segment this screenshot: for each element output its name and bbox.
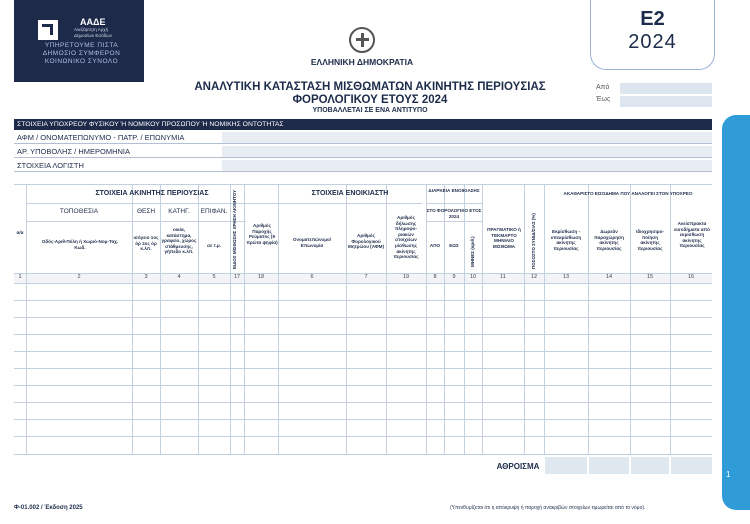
col-aa: α/α [16, 230, 24, 235]
col-to: ΕΩΣ [449, 243, 459, 248]
col-use-type: ΕΙΔΟΣ ΜΙΣΘΩΣΗΣ ΧΡΗΣΗ ΑΚΙΝΗΤΟΥ [232, 189, 237, 269]
form-year: 2024 [628, 31, 677, 53]
col-income-16: Ανείσπρακτα εισοδήματα από εκμίσθωση ακίνητης περιουσίας [674, 221, 710, 249]
aade-logo [14, 0, 144, 82]
sub-in-year: ΣΤΟ ΦΟΡΟΛΟΓΙΚΟ ΕΤΟΣ 2024 [426, 208, 482, 219]
properties-table [14, 184, 712, 454]
col-months: ΜΗΝΕΣ (αριθ.) [470, 236, 475, 267]
taxpayer-section-title: ΣΤΟΙΧΕΙΑ ΥΠΟΧΡΕΟΥ ΦΥΣΙΚΟΥ Ή ΝΟΜΙΚΟΥ ΠΡΟΣΩΠΟΥ Ή ΝΟΜΙΚΗΣ ΟΝΤΟΤΗΤΑΣ [14, 119, 712, 130]
coat-of-arms-icon [349, 27, 375, 53]
col-number: 6 [310, 274, 314, 280]
col-number: 13 [562, 274, 570, 280]
col-floor: ισόγειο 1ος όρ 2ος όρ κ.λπ. [133, 235, 159, 252]
taxpayer-row-submission [14, 145, 712, 158]
sum-cell-16[interactable] [671, 457, 712, 474]
sum-cell-13[interactable] [545, 457, 587, 474]
sub-area: ΕΠΙΦΑΝ. [200, 208, 228, 215]
sum-cell-14[interactable] [589, 457, 629, 474]
sub-position: ΘΕΣΗ [136, 208, 156, 215]
col-number: 2 [77, 274, 81, 280]
col-number: 14 [605, 274, 613, 280]
legal-note: (Υπενθυμίζεται ότι η απόκρυψη ή παροχή ανακριβών στοιχείων τιμωρείται από το νόμο). [450, 505, 646, 511]
form-code-box [590, 0, 715, 70]
col-rent: ΠΡΑΓΜΑΤΙΚΟ ή ΤΕΚΜΑΡΤΟ ΜΗΝΙΑΙΟ ΜΙΣΘΩΜΑ [487, 227, 521, 249]
submission-field[interactable] [222, 146, 712, 157]
logo-title: ΑΑΔΕ [80, 17, 106, 27]
from-date-field[interactable] [620, 83, 712, 94]
from-label: Από [596, 84, 610, 91]
col-type: οικία, κατάστημα, γραφείο, χώρος στάθμευσης, γήπεδο κ.λπ. [161, 227, 197, 255]
to-date-field[interactable] [620, 96, 712, 107]
col-share: ΠΟΣΟΣΤΟ ΣΥΝΙΔ/ΣΙΑΣ (%) [531, 213, 536, 269]
col-number: 10 [469, 274, 477, 280]
col-number: 11 [500, 274, 506, 280]
col-number: 18 [257, 274, 265, 280]
col-number: 12 [530, 274, 538, 280]
group-tenant: ΣΤΟΙΧΕΙΑ ΕΝΟΙΚΙΑΣΤΗ [311, 190, 389, 197]
col-number: 9 [452, 274, 456, 280]
afm-field[interactable] [222, 132, 712, 143]
col-number: 4 [177, 274, 181, 280]
taxpayer-row-accountant [14, 159, 712, 172]
page-title: ΑΝΑΛΥΤΙΚΗ ΚΑΤΑΣΤΑΣΗ ΜΙΣΘΩΜΑΤΩΝ ΑΚΙΝΗΤΗΣ ΠΕΡΙΟΥΣΙΑΣ ΦΟΡΟΛΟΓΙΚΟΥ ΕΤΟΥΣ 2024 [194, 81, 546, 106]
submit-note: ΥΠΟΒΑΛΛΕΤΑΙ ΣΕ ΕΝΑ ΑΝΤΙΤΥΠΟ [312, 107, 428, 114]
col-number: 7 [364, 274, 368, 280]
col-income-13: Εκμίσθωση - υπεκμίσθωση ακίνητης περιουσίας [550, 229, 582, 251]
col-number: 16 [687, 274, 695, 280]
col-number: 5 [212, 274, 216, 280]
col-number: 1 [18, 274, 22, 280]
col-income-15: Ιδιοχρησιμο- ποίηση ακίνητης περιουσίας [636, 229, 664, 251]
group-income: ΑΚΑΘΑΡΙΣΤΟ ΕΙΣΟΔΗΜΑ ΠΟΥ ΑΝΑΛΟΓΕΙ ΣΤΟΝ ΥΠΟΧΡΕΟ [563, 191, 693, 196]
sum-cell-15[interactable] [631, 457, 669, 474]
sum-label: ΑΘΡΟΙΣΜΑ [496, 462, 540, 471]
logo-slogan: ΥΠΗΡΕΤΟΥΜΕ ΠΙΣΤΑ ΔΗΜΟΣΙΟ ΣΥΜΦΕΡΟΝ ΚΟΙΝΩΝΙΚΟ ΣΥΝΟΛΟ [42, 42, 121, 65]
side-accent-bar [722, 115, 750, 510]
to-label: Έως [596, 96, 611, 103]
col-number: 17 [233, 274, 241, 280]
col-from: ΑΠΟ [429, 243, 441, 248]
col-lease-no: Αριθμός δήλωσης πληροφο- ριακών στοιχείων μίσθωσης ακίνητης περιουσίας [393, 215, 419, 260]
logo-subtitle: Ανεξάρτητη Αρχή Δημοσίων Εσόδων [74, 27, 112, 38]
form-id: Φ-01.002 / Έκδοση 2025 [14, 505, 83, 511]
form-code: Ε2 [640, 8, 665, 30]
sub-location: ΤΟΠΟΘΕΣΙΑ [59, 208, 99, 215]
group-duration: ΔΙΑΡΚΕΙΑ ΕΝΟΙΚΙΑΣΗΣ [428, 188, 480, 193]
col-address: Οδός-Αριθ-Πόλη ή Χωριό-Νομ-Ταχ. Κωδ. [41, 239, 119, 250]
group-property: ΣΤΟΙΧΕΙΑ ΑΚΙΝΗΤΗΣ ΠΕΡΙΟΥΣΙΑΣ [95, 190, 209, 197]
sub-category: ΚΑΤΗΓ. [168, 208, 190, 215]
col-number: 8 [433, 274, 437, 280]
col-number: 19 [402, 274, 410, 280]
taxpayer-row-afm [14, 131, 712, 144]
afm-label: ΑΦΜ / ΟΝΟΜΑΤΕΠΩΝΥΜΟ - ΠΑΤΡ. / ΕΠΩΝΥΜΙΑ [17, 133, 185, 142]
col-tenant-afm: Αριθμός Φορολογικού Μητρώου (ΑΦΜ) [348, 233, 385, 250]
page-number: 1 [726, 470, 731, 479]
republic-label: ΕΛΛΗΝΙΚΗ ΔΗΜΟΚΡΑΤΙΑ [310, 57, 414, 67]
col-sqm: σε τ.μ. [206, 243, 221, 248]
col-tenant-name: Ονοματεπώνυμο/ Επωνυμία [292, 237, 332, 248]
col-supply: Αριθμός Παροχής Ρεύματος (9 πρώτα ψηφία) [246, 223, 278, 245]
col-income-14: Δωρεάν παραχώρηση ακίνητης περιουσίας [594, 229, 624, 251]
accountant-label: ΣΤΟΙΧΕΙΑ ΛΟΓΙΣΤΗ [17, 161, 84, 170]
accountant-field[interactable] [222, 160, 712, 171]
col-number: 15 [646, 274, 654, 280]
col-number: 3 [144, 274, 148, 280]
submission-label: ΑΡ. ΥΠΟΒΟΛΗΣ / ΗΜΕΡΟΜΗΝΙΑ [17, 147, 131, 156]
aade-mark-icon [38, 20, 58, 40]
